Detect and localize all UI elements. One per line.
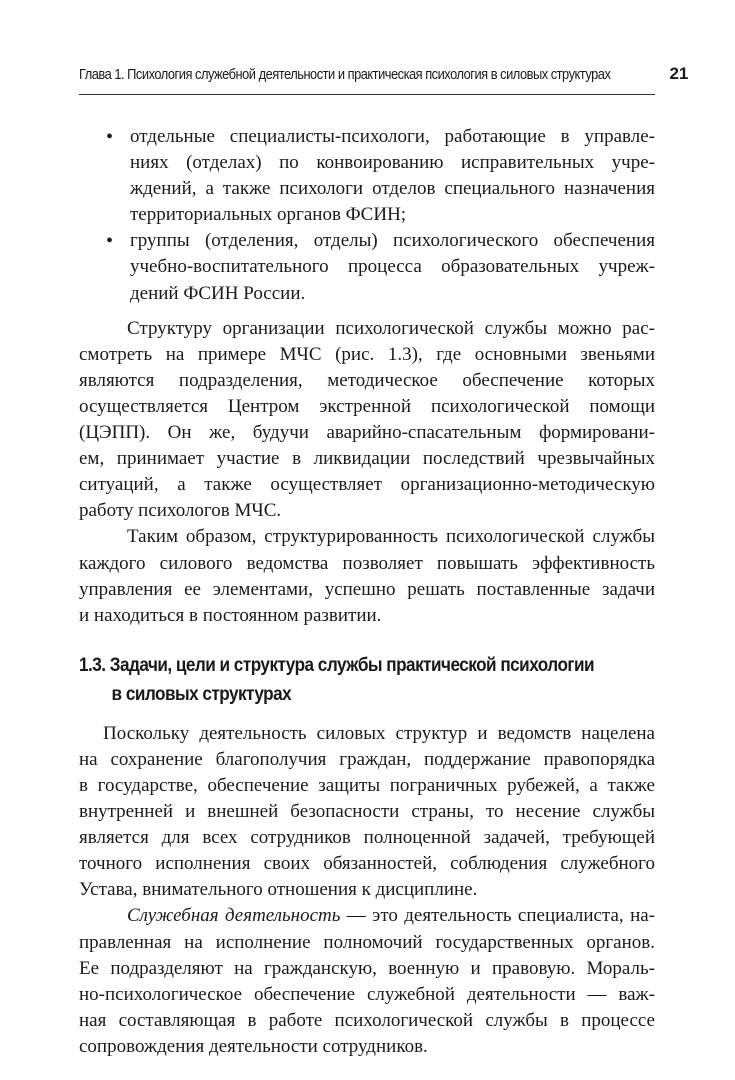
paragraph xyxy=(79,721,655,904)
text-line: в государстве, обеспечение защиты пограничных рубежей, а также xyxy=(79,774,655,796)
paragraph xyxy=(79,316,655,525)
text-line: смотреть на примере МЧС (рис. 1.3), где основными звеньями xyxy=(79,343,655,365)
text-line: осуществляется Центром экстренной психологической помощи xyxy=(79,395,655,417)
paragraph xyxy=(79,903,655,1060)
paragraph xyxy=(79,524,655,628)
text-line: ситуаций, а также осуществляет организационно-методическую xyxy=(79,474,655,496)
section-heading-line: в силовых структурах xyxy=(111,682,292,705)
text-line: Таким образом, структурированность психологической службы xyxy=(127,526,655,548)
text-line: ная составляющая в работе психологической службы в процессе xyxy=(79,1009,655,1031)
text-line: территориальных органов ФСИН; xyxy=(130,204,407,226)
text-line: ждений, а также психологи отделов специального назначения xyxy=(130,178,655,200)
text-line: является для всех сотрудников полноценной задачей, требующей xyxy=(79,827,655,849)
text-line: на сохранение благополучия граждан, поддержание правопорядка xyxy=(79,748,655,770)
section-heading xyxy=(79,651,595,709)
header-rule xyxy=(79,94,655,95)
text-line: дений ФСИН России. xyxy=(130,282,306,304)
text-line: сопровождения деятельности сотрудников. xyxy=(79,1035,428,1057)
text-line: Структуру организации психологической службы можно рас- xyxy=(127,317,655,339)
text-line: точного исполнения своих обязанностей, соблюдения служебного xyxy=(79,853,655,875)
page-number: 21 xyxy=(669,64,689,83)
chapter-title: Глава 1. Психология служебной деятельности и практическая психология в силовых структурах xyxy=(79,67,611,83)
text-line: учебно-воспитательного процесса образовательных учреж- xyxy=(130,256,655,278)
bullet-list xyxy=(79,124,655,307)
bullet-item xyxy=(79,228,655,306)
text-line: Устава, внимательного отношения к дисциплине. xyxy=(79,879,478,901)
text-line: Ее подразделяют на гражданскую, военную и правовую. Мораль- xyxy=(79,957,655,979)
text-line: но-психологическое обеспечение служебной деятельности — важ- xyxy=(79,983,655,1005)
text-line: работу психологов МЧС. xyxy=(79,500,282,522)
text-line: и находиться в постоянном развитии. xyxy=(79,604,382,626)
text-line: ниях (отделах) по конвоированию исправительных учре- xyxy=(130,152,655,174)
text-run: — это деятельность специалиста, на- xyxy=(340,905,655,927)
text-line: • группы (отделения, отделы) психологического обеспечения xyxy=(130,230,655,252)
text-line: управления ее элементами, успешно решать поставленные задачи xyxy=(79,578,655,600)
text-line xyxy=(79,903,655,929)
text-line: ем, принимает участие в ликвидации последствий чрезвычайных xyxy=(79,448,655,470)
text-line: являются подразделения, методическое обеспечение которых xyxy=(79,369,655,391)
running-header xyxy=(79,64,689,84)
page-body xyxy=(79,124,655,1060)
text-line: каждого силового ведомства позволяет повышать эффективность xyxy=(79,552,655,574)
section-heading-line: 1.3. Задачи, цели и структура службы практической психологии xyxy=(79,653,595,676)
text-line: правленная на исполнение полномочий государственных органов. xyxy=(79,931,655,953)
text-line: внутренней и внешней безопасности страны, то несение службы xyxy=(79,801,655,823)
text-line: • отдельные специалисты-психологи, работающие в управле- xyxy=(130,126,655,147)
term-italic: Служебная деятельность xyxy=(127,905,341,927)
bullet-item xyxy=(79,124,655,228)
text-line: Поскольку деятельность силовых структур и ведомств нацелена xyxy=(103,722,655,744)
text-line: (ЦЭПП). Он же, будучи аварийно-спасательным формировани- xyxy=(79,422,655,444)
